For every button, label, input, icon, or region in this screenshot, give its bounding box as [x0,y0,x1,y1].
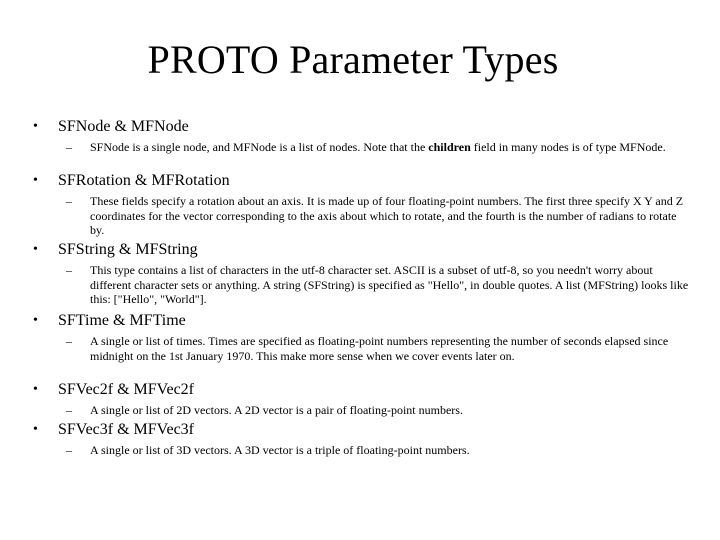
bullet-icon: • [33,313,38,328]
list-item-sfvec3f [0,419,720,458]
dash-icon: – [66,403,72,417]
item-description: These fields specify a rotation about an axis. It is made up of four floating-point numbers. The first three specify X Y and Z coordinates for the vector corresponding to the axis about which to rotate, and the fourth is the number of radians to rotate by. [90,194,684,237]
item-description: This type contains a list of characters in the utf-8 character set. ASCII is a subset of utf-8, so you needn't worry about different character sets or anything. A string (SFString) is specified as "Hello", in double quotes. A list (MFString) looks like this: ["Hello", "World"]. [90,263,689,306]
dash-icon: – [66,194,72,208]
children-keyword: children [428,140,471,154]
list-item-sfrotation [0,170,720,238]
bullet-icon: • [33,173,38,188]
dash-icon: – [66,334,72,348]
item-heading: SFString & MFString [58,241,198,258]
item-heading: SFVec2f & MFVec2f [58,381,194,398]
list-item-sfstring [0,239,720,307]
dash-icon: – [66,140,72,154]
dash-icon: – [66,263,72,277]
item-heading: SFNode & MFNode [58,118,189,135]
item-heading: SFVec3f & MFVec3f [58,421,194,438]
item-description: A single or list of times. Times are specified as floating-point numbers representing the number of seconds elapsed since midnight on the 1st January 1970. This make more sense when we cover events later on. [90,334,669,363]
bullet-icon: • [33,422,38,437]
bullet-icon: • [33,119,38,134]
bullet-icon: • [33,382,38,397]
list-item-sfvec2f [0,379,720,418]
item-heading: SFRotation & MFRotation [58,172,230,189]
list-item-sfnode [0,116,720,155]
bullet-icon: • [33,242,38,257]
dash-icon: – [66,443,72,457]
item-description: A single or list of 2D vectors. A 2D vector is a pair of floating-point numbers. [90,403,463,417]
item-description: A single or list of 3D vectors. A 3D vector is a triple of floating-point numbers. [90,443,470,457]
item-heading: SFTime & MFTime [58,312,186,329]
slide-title: PROTO Parameter Types [147,37,559,82]
list-item-sftime [0,310,720,363]
item-description: SFNode is a single node, and MFNode is a list of nodes. Note that the children field in many nodes is of type MFNode. [90,140,666,154]
